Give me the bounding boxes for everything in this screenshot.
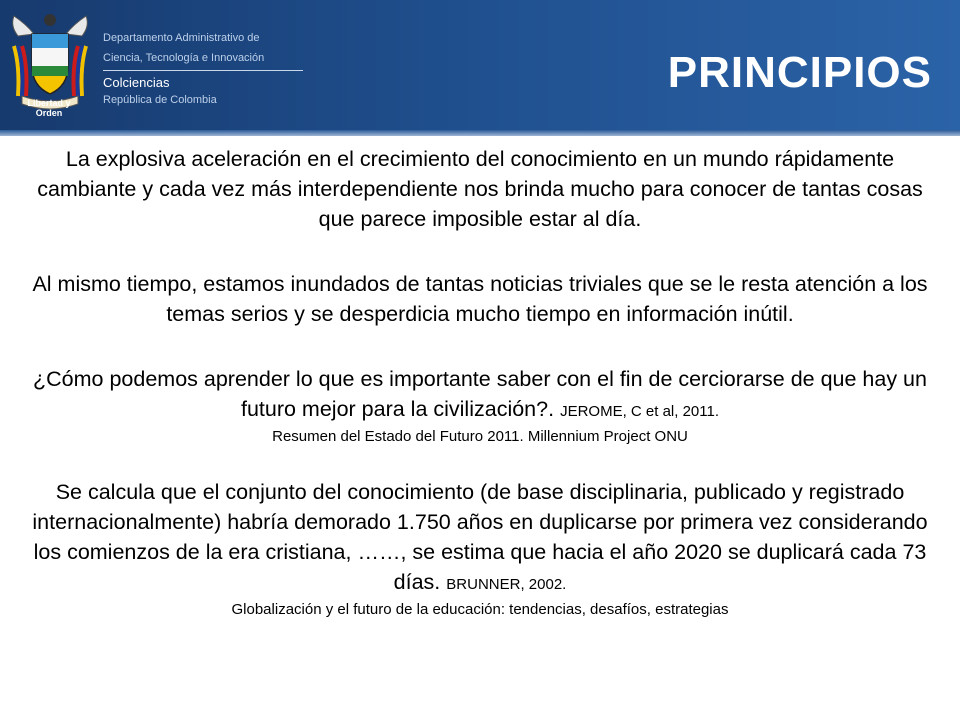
paragraph-4	[18, 477, 942, 600]
paragraph-2: Al mismo tiempo, estamos inundados de tantas noticias triviales que se le resta atención a los temas serios y se desperdicia mucho tiempo en información inútil.	[32, 272, 928, 326]
paragraph-3-citation: JEROME, C et al, 2011.	[560, 403, 720, 420]
paragraph-3-source: Resumen del Estado del Futuro 2011. Millennium Project ONU	[272, 428, 688, 445]
organization-block	[103, 28, 303, 108]
paragraph-1: La explosiva aceleración en el crecimiento del conocimiento en un mundo rápidamente cambiante y cada vez más interdependiente nos brinda mucho para conocer de tantas cosas que parece imposible estar al día.	[37, 147, 923, 231]
slide-header	[0, 0, 960, 136]
org-line-2: Ciencia, Tecnología e Innovación	[103, 52, 265, 64]
org-country: República de Colombia	[103, 94, 217, 106]
paragraph-3	[18, 364, 942, 427]
org-line-1: Departamento Administrativo de	[103, 32, 260, 44]
paragraph-4-source: Globalización y el futuro de la educación: tendencias, desafíos, estrategias	[231, 601, 729, 618]
crest-motto: Libertad y Orden	[27, 98, 71, 118]
org-separator	[103, 70, 303, 71]
slide-body	[18, 144, 942, 620]
header-divider	[0, 130, 960, 136]
paragraph-3-text: ¿Cómo podemos aprender lo que es importante saber con el fin de cerciorarse de que hay un futuro mejor para la civilización?.	[33, 367, 927, 421]
org-name: Colciencias	[103, 75, 170, 90]
paragraph-4-text: Se calcula que el conjunto del conocimiento (de base disciplinaria, publicado y registrado internacionalmente) habría demorado 1.750 años en duplicarse por primera vez considerando los comienzos de la era cristiana, ……, se estima que hacia el año 2020 se duplicará cada 73 días.	[32, 480, 928, 594]
slide-title: PRINCIPIOS	[667, 48, 932, 97]
paragraph-4-citation: BRUNNER, 2002.	[446, 576, 567, 593]
